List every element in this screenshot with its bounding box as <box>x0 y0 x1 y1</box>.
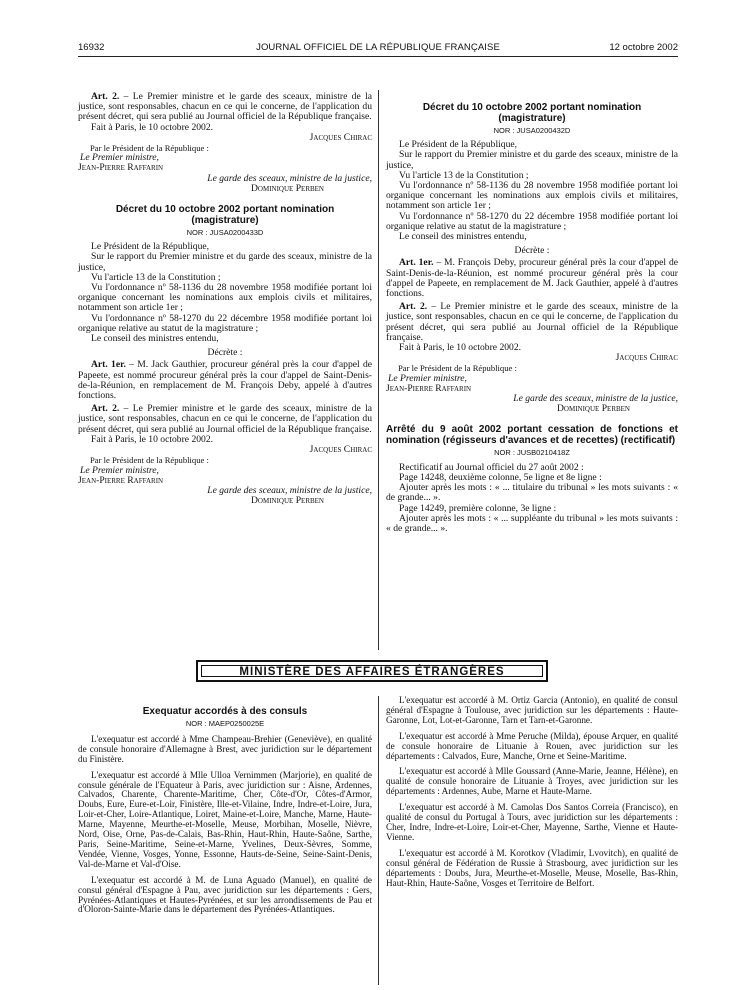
par-le-president: Par le Président de la République : <box>90 143 209 154</box>
decree-line: Le conseil des ministres entendu, <box>91 333 219 345</box>
premier-ministre-name: Jean-Pierre Raffarin <box>78 474 164 486</box>
exequatur-paragraph: L'exequatur est accordé à Mme Peruche (Milda), épouse Arquer, en qualité de consule honoraire de Lituanie à Rouen, avec juridiction sur les départements : Calvados, Eure, Manche, Orne et Seine-Maritime. <box>386 730 678 761</box>
page-header <box>78 40 678 57</box>
nor-reference: NOR : JUSA0200432D <box>493 126 571 135</box>
premier-ministre-title: Le Premier ministre, <box>388 372 467 384</box>
premier-ministre-name: Jean-Pierre Raffarin <box>386 382 472 394</box>
left-column-bottom <box>78 696 372 915</box>
rectificatif-line: Page 14249, première colonne, 3e ligne : <box>399 502 557 514</box>
decree-line: Le conseil des ministres entendu, <box>399 231 527 243</box>
article-paragraph: Art. 1er. – M. Jack Gauthier, procureur général près la cour d'appel de Papeete, est nommé procureur général près la cour d'appel de Saint-Denis-de-la-Réunion, en remplacement de M. François Deby, appelé à d'autres fonctions. <box>78 359 373 402</box>
decree-line: Vu l'ordonnance nº 58-1136 du 28 novembre 1958 modifiée portant loi organique concernant les nominations aux emplois civils et militaires, notamment son article 1er ; <box>78 282 372 314</box>
decree-line: Vu l'ordonnance nº 58-1270 du 22 décembre 1958 modifiée portant loi organique relative au statut de la magistrature ; <box>386 210 678 232</box>
decrete-label: Décrète : <box>207 347 243 359</box>
exequatur-paragraph: L'exequatur est accordé à Mlle Ulloa Vernimmen (Marjorie), en qualité de consule générale de l'Equateur à Paris, avec juridiction sur : Aisne, Ardennes, Calvados, Charente, Charente-Maritime, Cher, Côte-d'Or, Côtes-d'Armor, Doubs, Eure, Eure-et-Loir, Finistère, Ille-et-Vilaine, Indre, Indre-et-Loire, Jura, Loir-et-Cher, Loire-Atlantique, Loiret, Maine-et-Loire, Manche, Marne, Haute-Marne, Mayenne, Meurthe-et-Moselle, Meuse, Morbihan, Moselle, Nièvre, Nord, Oise, Orne, Pas-de-Calais, Bas-Rhin, Haut-Rhin, Haute-Saône, Sarthe, Paris, Seine-Maritime, Seine-et-Marne, Yvelines, Deux-Sèvres, Somme, Vendée, Vienne, Vosges, Yonne, Essonne, Hauts-de-Seine, Seine-Saint-Denis, Val-de-Marne et Val-d'Oise. <box>78 769 372 869</box>
par-le-president: Par le Président de la République : <box>90 455 209 466</box>
article-paragraph: Art. 2. – Le Premier ministre et le garde des sceaux, ministre de la justice, sont responsables, chacun en ce qui le concerne, de l'application du présent décret, qui sera publié au Journal officiel de la République française. <box>78 403 373 435</box>
nor-reference: NOR : JUSA0200433D <box>186 228 264 238</box>
garde-title: Le garde des sceaux, ministre de la justice, <box>207 172 372 184</box>
decree-line: Vu l'article 13 de la Constitution ; <box>399 169 529 181</box>
right-column-bottom <box>386 696 678 888</box>
decree-line: Vu l'ordonnance nº 58-1270 du 22 décembre 1958 modifiée portant loi organique relative au statut de la magistrature ; <box>78 312 372 334</box>
exequatur-title: Exequatur accordés à des consuls <box>142 706 308 717</box>
fait-line: Fait à Paris, le 10 octobre 2002. <box>91 433 214 445</box>
exequatur-paragraph: L'exequatur est accordé à Mme Champeau-Brehier (Geneviève), en qualité de consule honoraire d'Allemagne à Brest, avec juridiction sur le département du Finistère. <box>78 733 372 764</box>
garde-name: Dominique Perben <box>557 403 630 415</box>
top-column-divider <box>378 90 379 650</box>
decree-line: Vu l'ordonnance nº 58-1136 du 28 novembre 1958 modifiée portant loi organique concernant les nominations aux emplois civils et militaires, notamment son article 1er ; <box>386 180 678 212</box>
premier-ministre-title: Le Premier ministre, <box>80 464 159 476</box>
garde-title: Le garde des sceaux, ministre de la justice, <box>207 484 372 496</box>
signer-name: Jacques Chirac <box>615 352 678 364</box>
decree-line: Le Président de la République, <box>399 139 518 151</box>
exequatur-paragraph: L'exequatur est accordé à Mlle Goussard (Anne-Marie, Jeanne, Hélène), en qualité de consule honoraire de Lituanie à Troyes, avec juridiction sur les départements : Ardennes, Aube, Marne et Haute-Marne. <box>386 766 678 797</box>
signer-name: Jacques Chirac <box>309 444 372 456</box>
decrete-label: Décrète : <box>514 245 550 257</box>
garde-title: Le garde des sceaux, ministre de la justice, <box>513 393 678 405</box>
rectificatif-line: Ajouter après les mots : « ... suppléante du tribunal » les mots suivants : « de grande... ». <box>386 512 678 534</box>
article-paragraph: Art. 2. – Le Premier ministre et le garde des sceaux, ministre de la justice, sont responsables, chacun en ce qui le concerne, de l'application du présent décret, qui sera publié au Journal officiel de la République française. <box>78 91 373 123</box>
decree-line: Le Président de la République, <box>91 241 210 253</box>
rectificatif-line: Ajouter après les mots : « ... titulaire du tribunal » les mots suivants : « de grande... ». <box>386 482 678 504</box>
right-column-top <box>386 92 678 534</box>
garde-name: Dominique Perben <box>251 182 324 194</box>
exequatur-paragraph: L'exequatur est accordé à M. Camolas Dos Santos Correia (Francisco), en qualité de consul du Portugal à Tours, avec juridiction sur les départements : Cher, Indre, Indre-et-Loire, Loir-et-Cher, Mayenne, Sarthe, Vienne et Haute-Vienne. <box>386 802 678 842</box>
par-le-president: Par le Président de la République : <box>398 363 517 374</box>
decree-title: Décret du 10 octobre 2002 portant nomination (magistrature) <box>115 204 335 227</box>
exequatur-paragraph: L'exequatur est accordé à M. Ortiz Garcia (Antonio), en qualité de consul général d'Espagne à Toulouse, avec juridiction sur les départements : Haute-Garonne, Lot, Lot-et-Garonne, Tarn et Tarn-et-Garonne. <box>386 695 678 725</box>
decree-line: Sur le rapport du Premier ministre et du garde des sceaux, ministre de la justice, <box>386 149 678 171</box>
article-paragraph: Art. 2. – Le Premier ministre et le garde des sceaux, ministre de la justice, sont responsables, chacun en ce qui le concerne, de l'application du présent décret, qui sera publié au Journal officiel de la République française. <box>386 301 679 343</box>
decree-line: Sur le rapport du Premier ministre et du garde des sceaux, ministre de la justice, <box>78 251 372 273</box>
ministry-banner <box>196 660 548 682</box>
ministry-banner-label: MINISTÈRE DES AFFAIRES ÉTRANGÈRES <box>201 665 543 677</box>
nor-reference: NOR : MAEP0250025E <box>185 719 265 728</box>
exequatur-paragraph: L'exequatur est accordé à M. Korotkov (Vladimir, Lvovitch), en qualité de consul général de Fédération de Russie à Strasbourg, avec juridiction sur les départements : Doubs, Jura, Meurthe-et-Moselle, Meuse, Moselle, Bas-Rhin, Haut-Rhin, Haute-Saône, Vosges et Territoire de Belfort. <box>386 847 678 888</box>
signer-name: Jacques Chirac <box>309 131 372 143</box>
journal-title: JOURNAL OFFICIEL DE LA RÉPUBLIQUE FRANÇAISE <box>256 42 500 53</box>
fait-line: Fait à Paris, le 10 octobre 2002. <box>399 342 522 354</box>
issue-date: 12 octobre 2002 <box>609 42 678 53</box>
rectificatif-line: Page 14248, deuxième colonne, 5e ligne et 8e ligne : <box>399 471 602 483</box>
page-number: 16932 <box>78 42 105 53</box>
garde-name: Dominique Perben <box>251 495 324 507</box>
decree-title: Décret du 10 octobre 2002 portant nomination (magistrature) <box>422 102 642 124</box>
rectificatif-line: Rectificatif au Journal officiel du 27 août 2002 : <box>399 461 584 473</box>
decree-line: Vu l'article 13 de la Constitution ; <box>91 271 221 283</box>
premier-ministre-name: Jean-Pierre Raffarin <box>78 162 164 174</box>
exequatur-paragraph: L'exequatur est accordé à M. de Luna Aguado (Manuel), en qualité de consul général d'Espagne à Pau, avec juridiction sur les départements : Gers, Pyrénées-Atlantiques et Hautes-Pyrénées, et sur les arrondissements de Pau et d'Oloron-Sainte-Marie dans le département des Pyrénées-Atlantiques. <box>78 874 372 915</box>
bottom-column-divider <box>378 696 379 985</box>
premier-ministre-title: Le Premier ministre, <box>80 152 159 164</box>
fait-line: Fait à Paris, le 10 octobre 2002. <box>91 121 214 133</box>
nor-reference: NOR : JUSB0210418Z <box>494 448 570 458</box>
left-column-top <box>78 92 372 506</box>
arrete-title: Arrêté du 9 août 2002 portant cessation de fonctions et nomination (régisseurs d'avances et de recettes) (rectificatif) <box>386 424 678 447</box>
article-paragraph: Art. 1er. – M. François Deby, procureur général près la cour d'appel de Saint-Denis-de-la-Réunion, est nommé procureur général près la cour d'appel de Papeete, en remplacement de M. Jack Gauthier, appelé à d'autres fonctions. <box>386 257 678 300</box>
